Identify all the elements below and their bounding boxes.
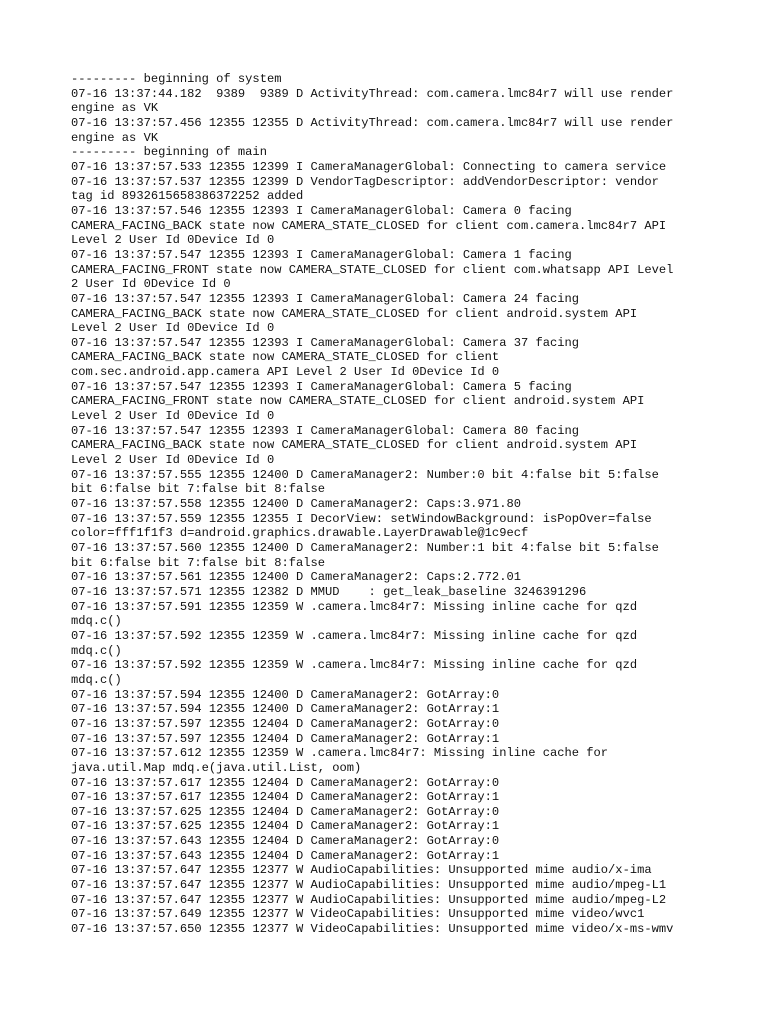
- log-line: 07-16 13:37:57.617 12355 12404 D CameraManager2: GotArray:0: [71, 775, 500, 790]
- log-line: 07-16 13:37:57.647 12355 12377 W AudioCapabilities: Unsupported mime audio/mpeg-L2: [71, 892, 667, 907]
- log-line: CAMERA_FACING_BACK state now CAMERA_STATE_CLOSED for client: [71, 350, 500, 365]
- log-line: 07-16 13:37:57.612 12355 12359 W .camera.lmc84r7: Missing inline cache for: [71, 746, 609, 761]
- log-line: --------- beginning of main: [71, 145, 267, 160]
- log-line: 07-16 13:37:57.456 12355 12355 D ActivityThread: com.camera.lmc84r7 will use render: [71, 115, 674, 130]
- log-line: 07-16 13:37:57.625 12355 12404 D CameraManager2: GotArray:0: [71, 804, 500, 819]
- log-line: 07-16 13:37:57.643 12355 12404 D CameraManager2: GotArray:1: [71, 848, 500, 863]
- log-line: 07-16 13:37:57.560 12355 12400 D CameraManager2: Number:1 bit 4:false bit 5:false: [71, 541, 659, 555]
- log-line: 07-16 13:37:57.650 12355 12377 W VideoCapabilities: Unsupported mime video/x-ms-wmv: [71, 922, 674, 937]
- log-line: 07-16 13:37:57.555 12355 12400 D CameraManager2: Number:0 bit 4:false bit 5:false: [71, 467, 659, 482]
- log-line: mdq.c(): [71, 672, 122, 687]
- log-line: 07-16 13:37:57.547 12355 12393 I CameraManagerGlobal: Camera 80 facing: [71, 423, 580, 438]
- log-line: CAMERA_FACING_FRONT state now CAMERA_STATE_CLOSED for client android.system API: [71, 394, 645, 409]
- log-line: --------- beginning of system: [71, 72, 282, 86]
- log-line: mdq.c(): [71, 614, 122, 629]
- log-line: com.sec.android.app.camera API Level 2 User Id 0Device Id 0: [71, 365, 500, 380]
- log-line: 07-16 13:37:57.597 12355 12404 D CameraManager2: GotArray:0: [71, 716, 500, 731]
- log-line: engine as VK: [71, 130, 159, 145]
- log-line: 07-16 13:37:57.547 12355 12393 I CameraManagerGlobal: Camera 37 facing: [71, 335, 580, 350]
- log-line: 07-16 13:37:57.594 12355 12400 D CameraManager2: GotArray:1: [71, 702, 500, 717]
- log-line: 07-16 13:37:57.559 12355 12355 I DecorView: setWindowBackground: isPopOver=false: [71, 511, 652, 526]
- log-line: 07-16 13:37:44.182 9389 9389 D ActivityThread: com.camera.lmc84r7 will use render: [71, 86, 674, 101]
- log-line: 07-16 13:37:57.558 12355 12400 D CameraManager2: Caps:3.971.80: [71, 497, 521, 512]
- log-line: Level 2 User Id 0Device Id 0: [71, 409, 275, 424]
- log-line: 2 User Id 0Device Id 0: [71, 277, 231, 292]
- log-text: [71, 72, 711, 937]
- log-line: engine as VK: [71, 101, 159, 116]
- log-line: bit 6:false bit 7:false bit 8:false: [71, 482, 326, 497]
- log-line: CAMERA_FACING_BACK state now CAMERA_STATE_CLOSED for client com.camera.lmc84r7 API: [71, 218, 667, 233]
- log-line: CAMERA_FACING_BACK state now CAMERA_STATE_CLOSED for client android.system API: [71, 306, 638, 321]
- log-line: 07-16 13:37:57.547 12355 12393 I CameraManagerGlobal: Camera 5 facing: [71, 379, 572, 394]
- log-line: 07-16 13:37:57.592 12355 12359 W .camera.lmc84r7: Missing inline cache for qzd: [71, 628, 638, 643]
- log-line: color=fff1f1f3 d=android.graphics.drawable.LayerDrawable@1c9ecf: [71, 526, 529, 541]
- log-line: Level 2 User Id 0Device Id 0: [71, 453, 275, 468]
- log-line: 07-16 13:37:57.537 12355 12399 D VendorTagDescriptor: addVendorDescriptor: vendor: [71, 174, 659, 189]
- log-line: 07-16 13:37:57.617 12355 12404 D CameraManager2: GotArray:1: [71, 790, 500, 805]
- log-line: 07-16 13:37:57.647 12355 12377 W AudioCapabilities: Unsupported mime audio/mpeg-L1: [71, 878, 667, 893]
- log-line: 07-16 13:37:57.647 12355 12377 W AudioCapabilities: Unsupported mime audio/x-ima: [71, 863, 652, 878]
- log-line: Level 2 User Id 0Device Id 0: [71, 321, 275, 336]
- log-line: 07-16 13:37:57.594 12355 12400 D CameraManager2: GotArray:0: [71, 687, 500, 702]
- log-line: 07-16 13:37:57.546 12355 12393 I CameraManagerGlobal: Camera 0 facing: [71, 203, 572, 218]
- log-line: 07-16 13:37:57.571 12355 12382 D MMUD : get_leak_baseline 3246391296: [71, 584, 587, 599]
- log-line: mdq.c(): [71, 643, 122, 658]
- log-line: 07-16 13:37:57.591 12355 12359 W .camera.lmc84r7: Missing inline cache for qzd: [71, 599, 638, 614]
- log-line: Level 2 User Id 0Device Id 0: [71, 233, 275, 248]
- log-line: java.util.Map mdq.e(java.util.List, oom): [71, 760, 362, 775]
- log-line: 07-16 13:37:57.597 12355 12404 D CameraManager2: GotArray:1: [71, 731, 500, 746]
- log-line: 07-16 13:37:57.592 12355 12359 W .camera.lmc84r7: Missing inline cache for qzd: [71, 658, 638, 673]
- log-line: 07-16 13:37:57.643 12355 12404 D CameraManager2: GotArray:0: [71, 834, 500, 849]
- log-line: CAMERA_FACING_BACK state now CAMERA_STATE_CLOSED for client android.system API: [71, 438, 638, 453]
- log-line: 07-16 13:37:57.561 12355 12400 D CameraManager2: Caps:2.772.01: [71, 570, 521, 585]
- log-line: 07-16 13:37:57.533 12355 12399 I CameraManagerGlobal: Connecting to camera service: [71, 159, 667, 174]
- log-line: CAMERA_FACING_FRONT state now CAMERA_STATE_CLOSED for client com.whatsapp API Level: [71, 262, 674, 277]
- log-line: 07-16 13:37:57.649 12355 12377 W VideoCapabilities: Unsupported mime video/wvc1: [71, 907, 645, 922]
- log-line: bit 6:false bit 7:false bit 8:false: [71, 555, 326, 570]
- log-line: 07-16 13:37:57.625 12355 12404 D CameraManager2: GotArray:1: [71, 819, 500, 834]
- log-line: tag id 8932615658386372252 added: [71, 189, 304, 204]
- log-line: 07-16 13:37:57.547 12355 12393 I CameraManagerGlobal: Camera 24 facing: [71, 291, 580, 306]
- log-line: 07-16 13:37:57.547 12355 12393 I CameraManagerGlobal: Camera 1 facing: [71, 247, 572, 262]
